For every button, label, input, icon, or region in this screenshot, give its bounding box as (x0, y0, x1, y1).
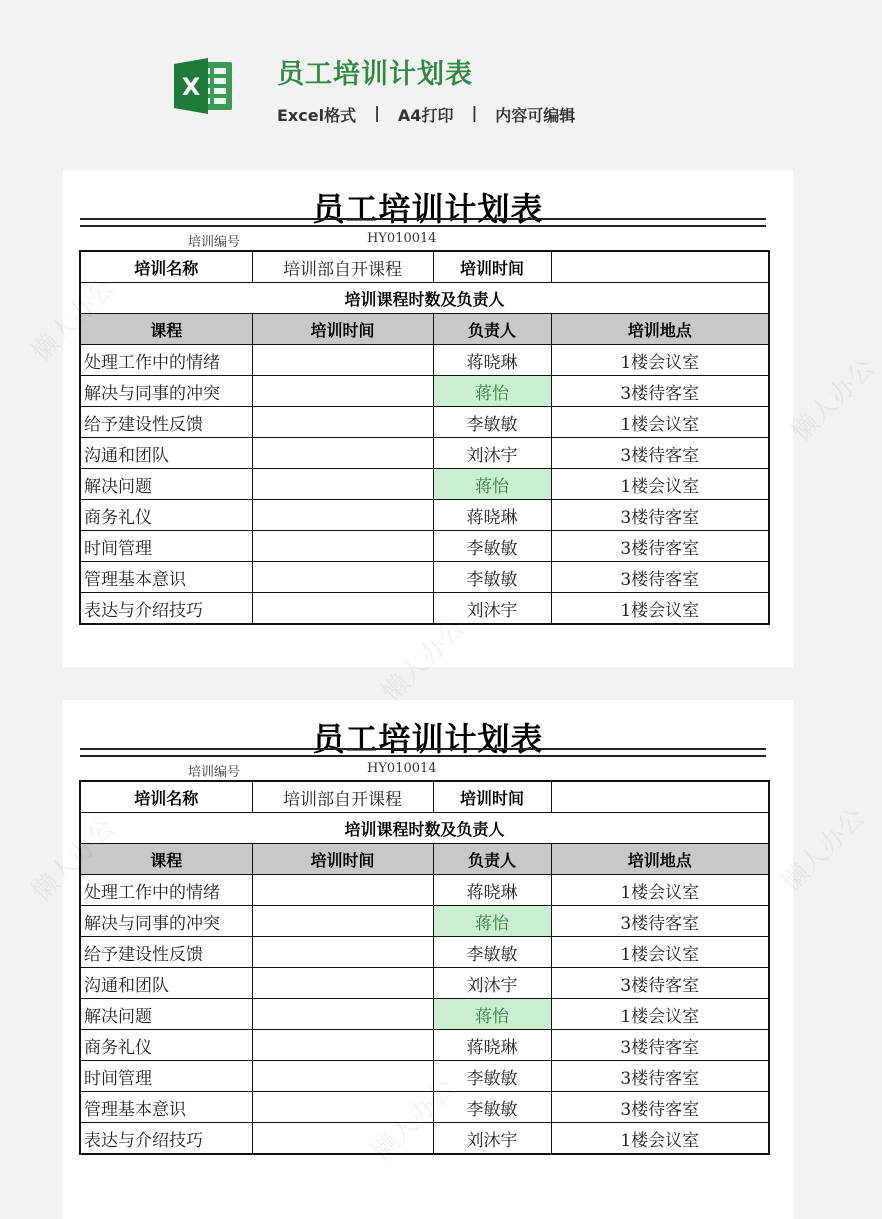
time-cell[interactable] (252, 407, 433, 438)
place-cell[interactable]: 3楼待客室 (551, 562, 769, 593)
sheet-title: 员工培训计划表 (312, 720, 544, 758)
training-time-value[interactable] (551, 251, 769, 283)
owner-cell[interactable]: 蒋晓琳 (433, 500, 551, 531)
place-cell[interactable]: 1楼会议室 (551, 407, 769, 438)
table-row (80, 1030, 769, 1061)
training-name-value[interactable]: 培训部自开课程 (252, 251, 433, 283)
title-double-rule (80, 218, 766, 227)
owner-cell[interactable]: 刘沐宇 (433, 968, 551, 999)
owner-cell[interactable]: 李敏敏 (433, 1092, 551, 1123)
owner-cell[interactable]: 刘沐宇 (433, 593, 551, 625)
section-row (80, 813, 769, 844)
training-time-value[interactable] (551, 781, 769, 813)
place-cell[interactable]: 3楼待客室 (551, 500, 769, 531)
place-cell[interactable]: 3楼待客室 (551, 376, 769, 407)
time-cell[interactable] (252, 376, 433, 407)
info-row (80, 251, 769, 283)
owner-cell-highlighted[interactable]: 蒋怡 (433, 999, 551, 1030)
column-header-owner: 负责人 (433, 844, 551, 875)
course-cell[interactable]: 给予建设性反馈 (80, 407, 252, 438)
course-cell[interactable]: 处理工作中的情绪 (80, 345, 252, 376)
column-header-place: 培训地点 (551, 314, 769, 345)
course-cell[interactable]: 时间管理 (80, 1061, 252, 1092)
table-row (80, 562, 769, 593)
owner-cell[interactable]: 李敏敏 (433, 1061, 551, 1092)
time-cell[interactable] (252, 1123, 433, 1155)
column-header-owner: 负责人 (433, 314, 551, 345)
place-cell[interactable]: 1楼会议室 (551, 875, 769, 906)
excel-icon (172, 54, 236, 118)
table-row (80, 438, 769, 469)
table-row (80, 999, 769, 1030)
time-cell[interactable] (252, 875, 433, 906)
owner-cell-highlighted[interactable]: 蒋怡 (433, 906, 551, 937)
column-header-course: 课程 (80, 844, 252, 875)
course-cell[interactable]: 沟通和团队 (80, 968, 252, 999)
place-cell[interactable]: 1楼会议室 (551, 345, 769, 376)
sheet-title: 员工培训计划表 (312, 190, 544, 228)
time-cell[interactable] (252, 1092, 433, 1123)
watermark-text: 懒人办公 (776, 802, 872, 898)
table-row (80, 1061, 769, 1092)
table-row (80, 875, 769, 906)
column-header-row (80, 314, 769, 345)
owner-cell[interactable]: 蒋晓琳 (433, 345, 551, 376)
course-cell[interactable]: 沟通和团队 (80, 438, 252, 469)
watermark-text: 懒人办公 (786, 352, 882, 448)
training-number-value: HY010014 (367, 761, 437, 776)
course-cell[interactable]: 商务礼仪 (80, 500, 252, 531)
owner-cell[interactable]: 李敏敏 (433, 407, 551, 438)
page-header (0, 0, 860, 150)
info-row (80, 781, 769, 813)
table-row (80, 407, 769, 438)
course-cell[interactable]: 表达与介绍技巧 (80, 1123, 252, 1155)
time-cell[interactable] (252, 999, 433, 1030)
feature-separator: | (374, 103, 380, 122)
time-cell[interactable] (252, 531, 433, 562)
table-row (80, 500, 769, 531)
course-cell[interactable]: 时间管理 (80, 531, 252, 562)
table-row (80, 1092, 769, 1123)
course-cell[interactable]: 管理基本意识 (80, 1092, 252, 1123)
training-plan-table (79, 250, 770, 625)
column-header-time: 培训时间 (252, 314, 433, 345)
table-row (80, 345, 769, 376)
time-cell[interactable] (252, 906, 433, 937)
feature-print: A4打印 (397, 106, 454, 125)
place-cell[interactable]: 1楼会议室 (551, 937, 769, 968)
place-cell[interactable]: 1楼会议室 (551, 469, 769, 500)
course-cell[interactable]: 解决与同事的冲突 (80, 906, 252, 937)
time-cell[interactable] (252, 469, 433, 500)
time-cell[interactable] (252, 968, 433, 999)
owner-cell-highlighted[interactable]: 蒋怡 (433, 376, 551, 407)
feature-list (277, 103, 575, 126)
table-row (80, 968, 769, 999)
table-row (80, 593, 769, 625)
column-header-place: 培训地点 (551, 844, 769, 875)
training-time-label: 培训时间 (433, 251, 551, 283)
feature-format: Excel格式 (277, 106, 357, 125)
title-double-rule (80, 748, 766, 757)
owner-cell-highlighted[interactable]: 蒋怡 (433, 469, 551, 500)
time-cell[interactable] (252, 1061, 433, 1092)
table-row (80, 469, 769, 500)
training-name-label: 培训名称 (80, 781, 252, 813)
owner-cell[interactable]: 蒋晓琳 (433, 1030, 551, 1061)
sheet-preview-1 (63, 170, 793, 667)
course-cell[interactable]: 商务礼仪 (80, 1030, 252, 1061)
training-number-label: 培训编号 (188, 235, 241, 250)
column-header-course: 课程 (80, 314, 252, 345)
section-title: 培训课程时数及负责人 (80, 813, 769, 844)
training-time-label: 培训时间 (433, 781, 551, 813)
training-name-label: 培训名称 (80, 251, 252, 283)
time-cell[interactable] (252, 500, 433, 531)
owner-cell[interactable]: 李敏敏 (433, 531, 551, 562)
section-title: 培训课程时数及负责人 (80, 283, 769, 314)
training-number-label: 培训编号 (188, 765, 241, 780)
place-cell[interactable]: 3楼待客室 (551, 531, 769, 562)
place-cell[interactable]: 1楼会议室 (551, 999, 769, 1030)
time-cell[interactable] (252, 562, 433, 593)
time-cell[interactable] (252, 937, 433, 968)
excel-icon-letter: X (181, 73, 201, 101)
course-cell[interactable]: 表达与介绍技巧 (80, 593, 252, 625)
place-cell[interactable]: 1楼会议室 (551, 593, 769, 625)
place-cell[interactable]: 3楼待客室 (551, 1030, 769, 1061)
place-cell[interactable]: 3楼待客室 (551, 438, 769, 469)
owner-cell[interactable]: 刘沐宇 (433, 1123, 551, 1155)
document-title: 员工培训计划表 (277, 59, 473, 90)
course-cell[interactable]: 管理基本意识 (80, 562, 252, 593)
place-cell[interactable]: 3楼待客室 (551, 968, 769, 999)
table-row (80, 937, 769, 968)
owner-cell[interactable]: 李敏敏 (433, 562, 551, 593)
time-cell[interactable] (252, 1030, 433, 1061)
sheet-preview-2 (63, 700, 793, 1219)
course-cell[interactable]: 解决问题 (80, 999, 252, 1030)
feature-editable: 内容可编辑 (495, 106, 576, 125)
training-plan-table (79, 780, 770, 1155)
place-cell[interactable]: 1楼会议室 (551, 1123, 769, 1155)
time-cell[interactable] (252, 438, 433, 469)
feature-separator: | (471, 103, 478, 122)
course-cell[interactable]: 处理工作中的情绪 (80, 875, 252, 906)
place-cell[interactable]: 3楼待客室 (551, 1092, 769, 1123)
owner-cell[interactable]: 李敏敏 (433, 937, 551, 968)
owner-cell[interactable]: 蒋晓琳 (433, 875, 551, 906)
course-cell[interactable]: 给予建设性反馈 (80, 937, 252, 968)
column-header-time: 培训时间 (252, 844, 433, 875)
training-name-value[interactable]: 培训部自开课程 (252, 781, 433, 813)
column-header-row (80, 844, 769, 875)
place-cell[interactable]: 3楼待客室 (551, 906, 769, 937)
table-row (80, 376, 769, 407)
training-number-value: HY010014 (367, 231, 437, 246)
course-cell[interactable]: 解决问题 (80, 469, 252, 500)
course-cell[interactable]: 解决与同事的冲突 (80, 376, 252, 407)
place-cell[interactable]: 3楼待客室 (551, 1061, 769, 1092)
time-cell[interactable] (252, 345, 433, 376)
time-cell[interactable] (252, 593, 433, 625)
table-row (80, 1123, 769, 1155)
section-row (80, 283, 769, 314)
table-row (80, 906, 769, 937)
table-row (80, 531, 769, 562)
owner-cell[interactable]: 刘沐宇 (433, 438, 551, 469)
